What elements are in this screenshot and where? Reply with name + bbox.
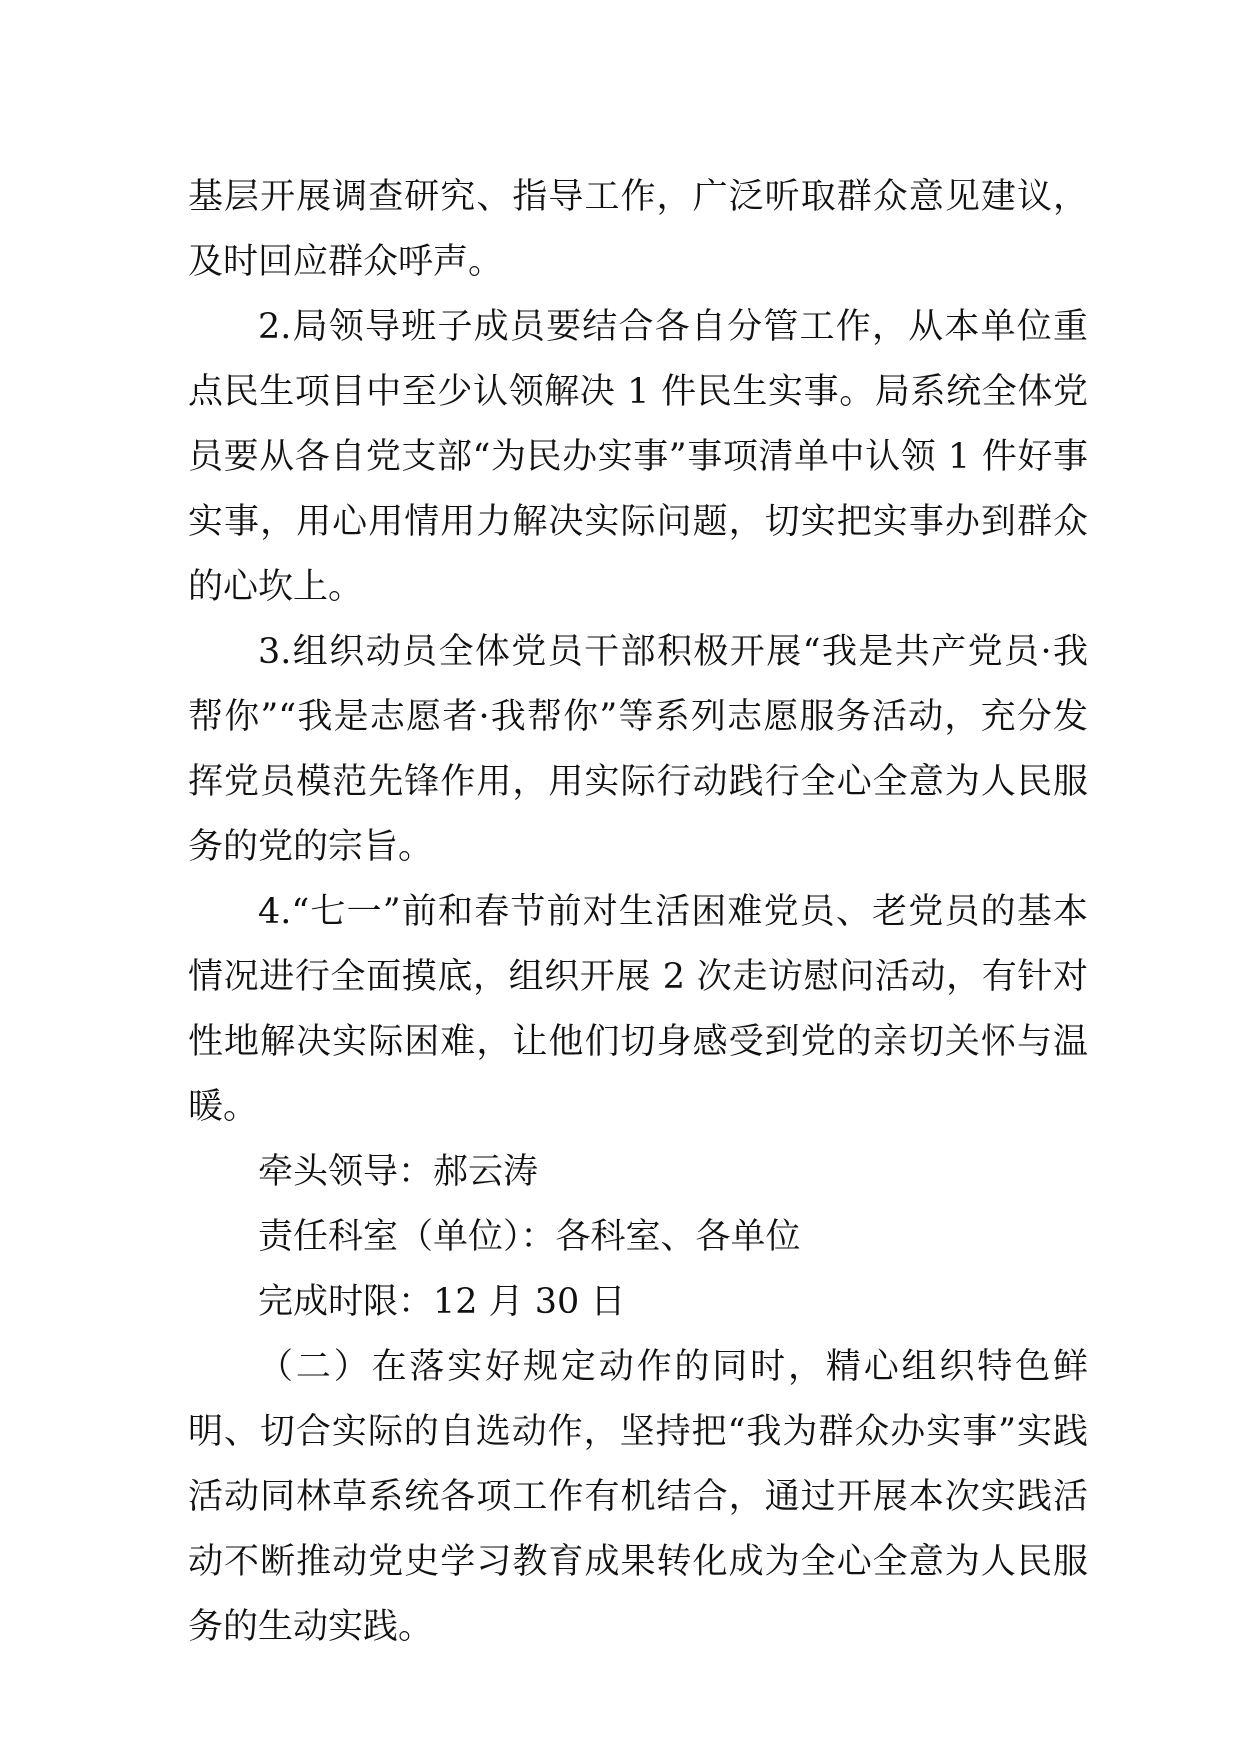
paragraph-item-4: 4.“七一”前和春节前对生活困难党员、老党员的基本情况进行全面摸底，组织开展 2 次走访慰问活动，有针对性地解决实际困难，让他们切身感受到党的亲切关怀与温暖。 xyxy=(188,892,1088,1127)
paragraph-item-3: 3.组织动员全体党员干部积极开展“我是共产党员·我帮你”“我是志愿者·我帮你”等系列志愿服务活动，充分发挥党员模范先锋作用，用实际行动践行全心全意为人民服务的党的宗旨。 xyxy=(188,632,1088,867)
responsible-unit-line: 责任科室（单位）：各科室、各单位 xyxy=(258,1217,801,1257)
lead-leader-line: 牵头领导：郝云涛 xyxy=(258,1152,539,1192)
paragraph-continuation: 基层开展调查研究、指导工作，广泛听取群众意见建议，及时回应群众呼声。 xyxy=(188,177,1088,282)
paragraph-item-2: 2.局领导班子成员要结合各自分管工作，从本单位重点民生项目中至少认领解决 1 件民生实事。局系统全体党员要从各自党支部“为民办实事”事项清单中认领 1 件好事实事，用心用情用力解决实际问题，切实把实事办到群众的心坎上。 xyxy=(188,307,1088,607)
deadline-line: 完成时限：12 月 30 日 xyxy=(258,1282,626,1322)
document-body xyxy=(188,165,1088,1660)
paragraph-section-2: （二）在落实好规定动作的同时，精心组织特色鲜明、切合实际的自选动作，坚持把“我为群众办实事”实践活动同林草系统各项工作有机结合，通过开展本次实践活动不断推动党史学习教育成果转化成为全心全意为人民服务的生动实践。 xyxy=(188,1347,1088,1647)
